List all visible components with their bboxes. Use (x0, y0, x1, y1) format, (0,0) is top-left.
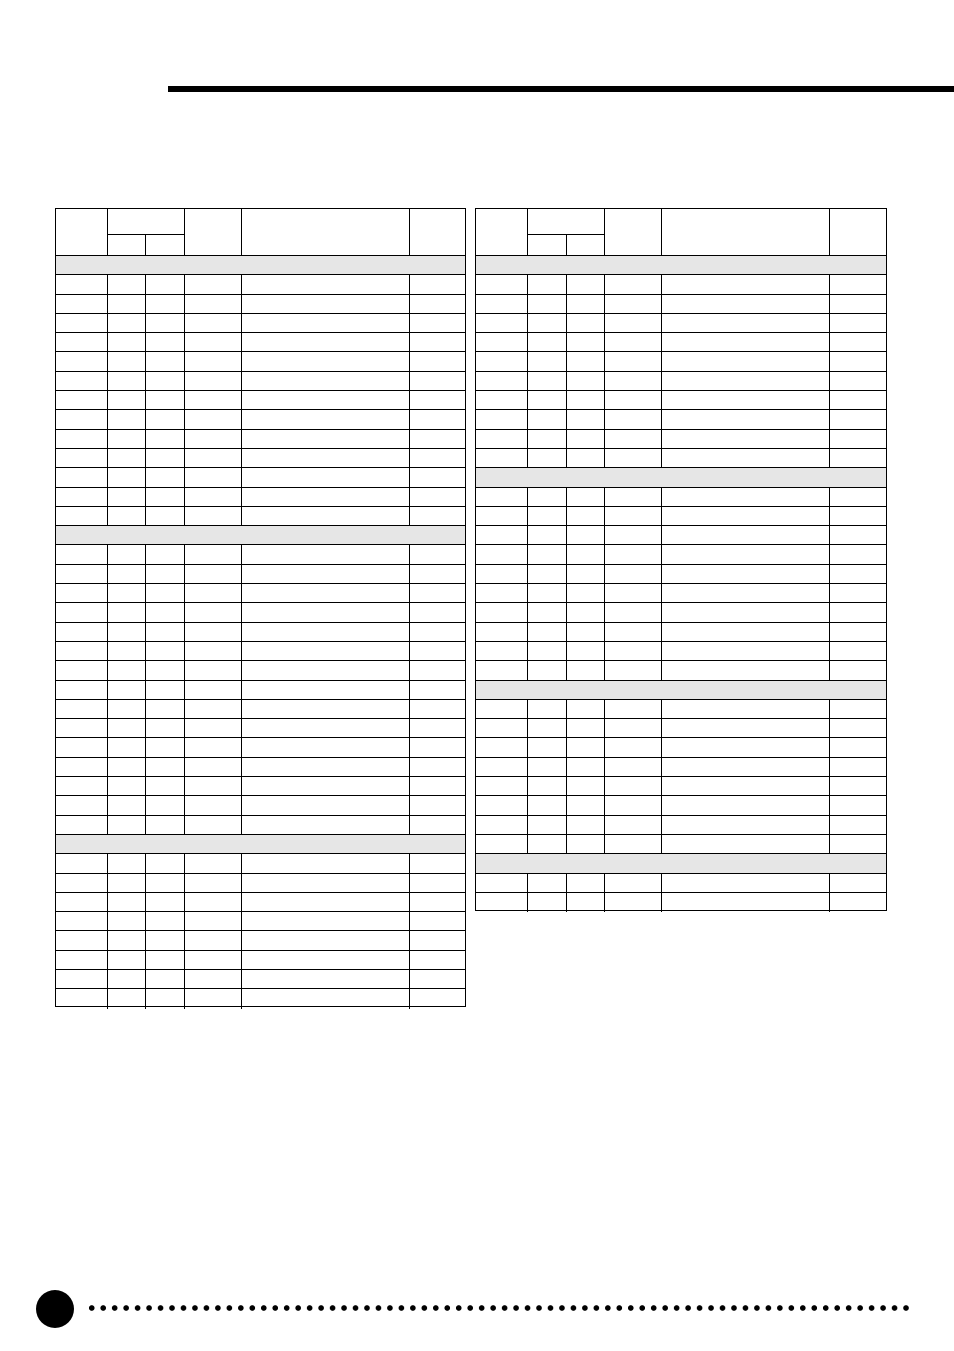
table-row (56, 623, 465, 642)
table-row (476, 449, 886, 468)
table-row (56, 700, 465, 719)
table-row (476, 507, 886, 526)
table-row (56, 333, 465, 352)
table-row (56, 989, 465, 1008)
section-header-row (476, 681, 886, 700)
table-row (476, 700, 886, 719)
table-row (476, 777, 886, 796)
data-table-right (475, 208, 887, 911)
table-header (476, 209, 886, 256)
table-row (476, 314, 886, 333)
page-number-badge (36, 1290, 74, 1328)
table-row (476, 603, 886, 622)
section-header-row (476, 468, 886, 487)
data-table-left (55, 208, 466, 1007)
table-row (56, 352, 465, 371)
table-row (476, 584, 886, 603)
table-row (56, 565, 465, 584)
table-row (476, 488, 886, 507)
table-row (56, 545, 465, 564)
table-row (56, 584, 465, 603)
table-row (56, 410, 465, 429)
table-row (476, 333, 886, 352)
table-row (476, 661, 886, 680)
table-row (476, 430, 886, 449)
section-header-row (56, 526, 465, 545)
table-row (476, 893, 886, 912)
table-row (476, 642, 886, 661)
table-row (56, 970, 465, 989)
table-row (476, 295, 886, 314)
table-row (56, 642, 465, 661)
table-row (56, 777, 465, 796)
table-row (56, 719, 465, 738)
table-row (56, 430, 465, 449)
table-body (56, 256, 465, 1009)
table-row (56, 874, 465, 893)
table-row (56, 295, 465, 314)
table-row (476, 816, 886, 835)
title-rule (168, 86, 954, 92)
table-row (56, 391, 465, 410)
table-row (56, 661, 465, 680)
table-row (476, 796, 886, 815)
table-row (476, 526, 886, 545)
table-row (476, 835, 886, 854)
dotted-rule (86, 1304, 912, 1312)
table-row (476, 545, 886, 564)
table-row (476, 352, 886, 371)
table-row (56, 738, 465, 757)
table-row (476, 372, 886, 391)
table-row (56, 796, 465, 815)
table-row (476, 758, 886, 777)
table-body (476, 256, 886, 912)
table-row (56, 449, 465, 468)
table-header (56, 209, 465, 256)
table-row (56, 488, 465, 507)
table-row (56, 854, 465, 873)
table-row (56, 758, 465, 777)
table-row (56, 931, 465, 950)
table-row (56, 468, 465, 487)
section-header-row (56, 835, 465, 854)
table-row (476, 565, 886, 584)
table-row (476, 275, 886, 294)
section-header-row (476, 256, 886, 275)
table-row (56, 951, 465, 970)
table-row (476, 410, 886, 429)
table-row (476, 719, 886, 738)
table-row (476, 623, 886, 642)
table-row (56, 681, 465, 700)
table-row (56, 816, 465, 835)
table-row (476, 874, 886, 893)
table-row (476, 391, 886, 410)
table-row (56, 603, 465, 622)
table-row (476, 738, 886, 757)
table-row (56, 372, 465, 391)
table-row (56, 314, 465, 333)
table-row (56, 893, 465, 912)
table-row (56, 912, 465, 931)
table-row (56, 275, 465, 294)
table-row (56, 507, 465, 526)
section-header-row (56, 256, 465, 275)
section-header-row (476, 854, 886, 873)
